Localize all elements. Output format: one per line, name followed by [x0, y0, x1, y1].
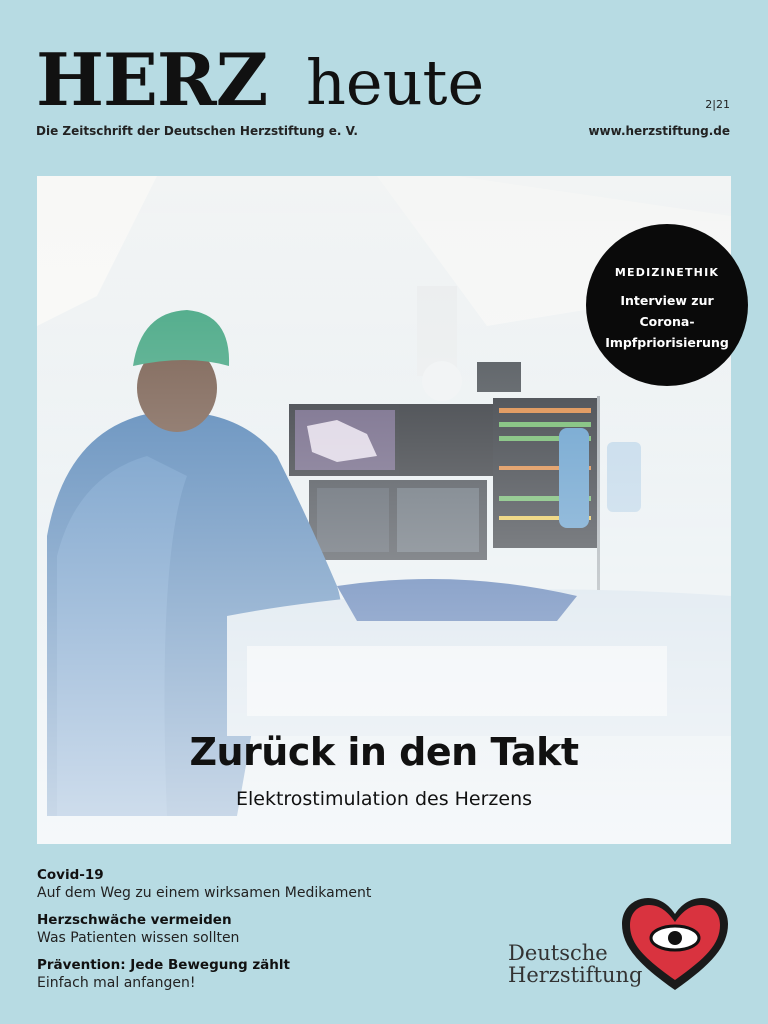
- teaser-item[interactable]: [37, 956, 477, 992]
- teaser-title: Covid-19: [37, 867, 104, 883]
- cover-subline: Elektrostimulation des Herzens: [235, 788, 533, 810]
- teaser-subtitle: Einfach mal anfangen!: [37, 975, 196, 991]
- cover-headline: Zurück in den Takt: [189, 730, 579, 774]
- magazine-title-herz: HERZ: [36, 37, 268, 122]
- medizinethik-badge[interactable]: [586, 224, 748, 386]
- teaser-item[interactable]: [37, 911, 477, 947]
- heart-eye-icon: [618, 894, 732, 994]
- teaser-list: [37, 866, 477, 1001]
- badge-kicker: MEDIZINETHIK: [614, 266, 720, 279]
- logo-line-1: Deutsche: [508, 941, 608, 965]
- teaser-item[interactable]: [37, 866, 477, 902]
- issue-number: 2|21: [705, 98, 730, 111]
- masthead: [36, 37, 736, 140]
- logo-line-2: Herzstiftung: [508, 963, 643, 987]
- teaser-title: Prävention: Jede Bewegung zählt: [37, 957, 290, 973]
- badge-text: Interview zur Corona-Impfpriorisierung: [605, 293, 729, 350]
- tagline: Die Zeitschrift der Deutschen Herzstiftung e. V.: [36, 124, 358, 138]
- teaser-title: Herzschwäche vermeiden: [37, 912, 232, 928]
- magazine-title-heute: heute: [306, 46, 485, 119]
- teaser-subtitle: Auf dem Weg zu einem wirksamen Medikament: [37, 885, 372, 901]
- website-link[interactable]: www.herzstiftung.de: [588, 124, 730, 138]
- teaser-subtitle: Was Patienten wissen sollten: [37, 930, 240, 946]
